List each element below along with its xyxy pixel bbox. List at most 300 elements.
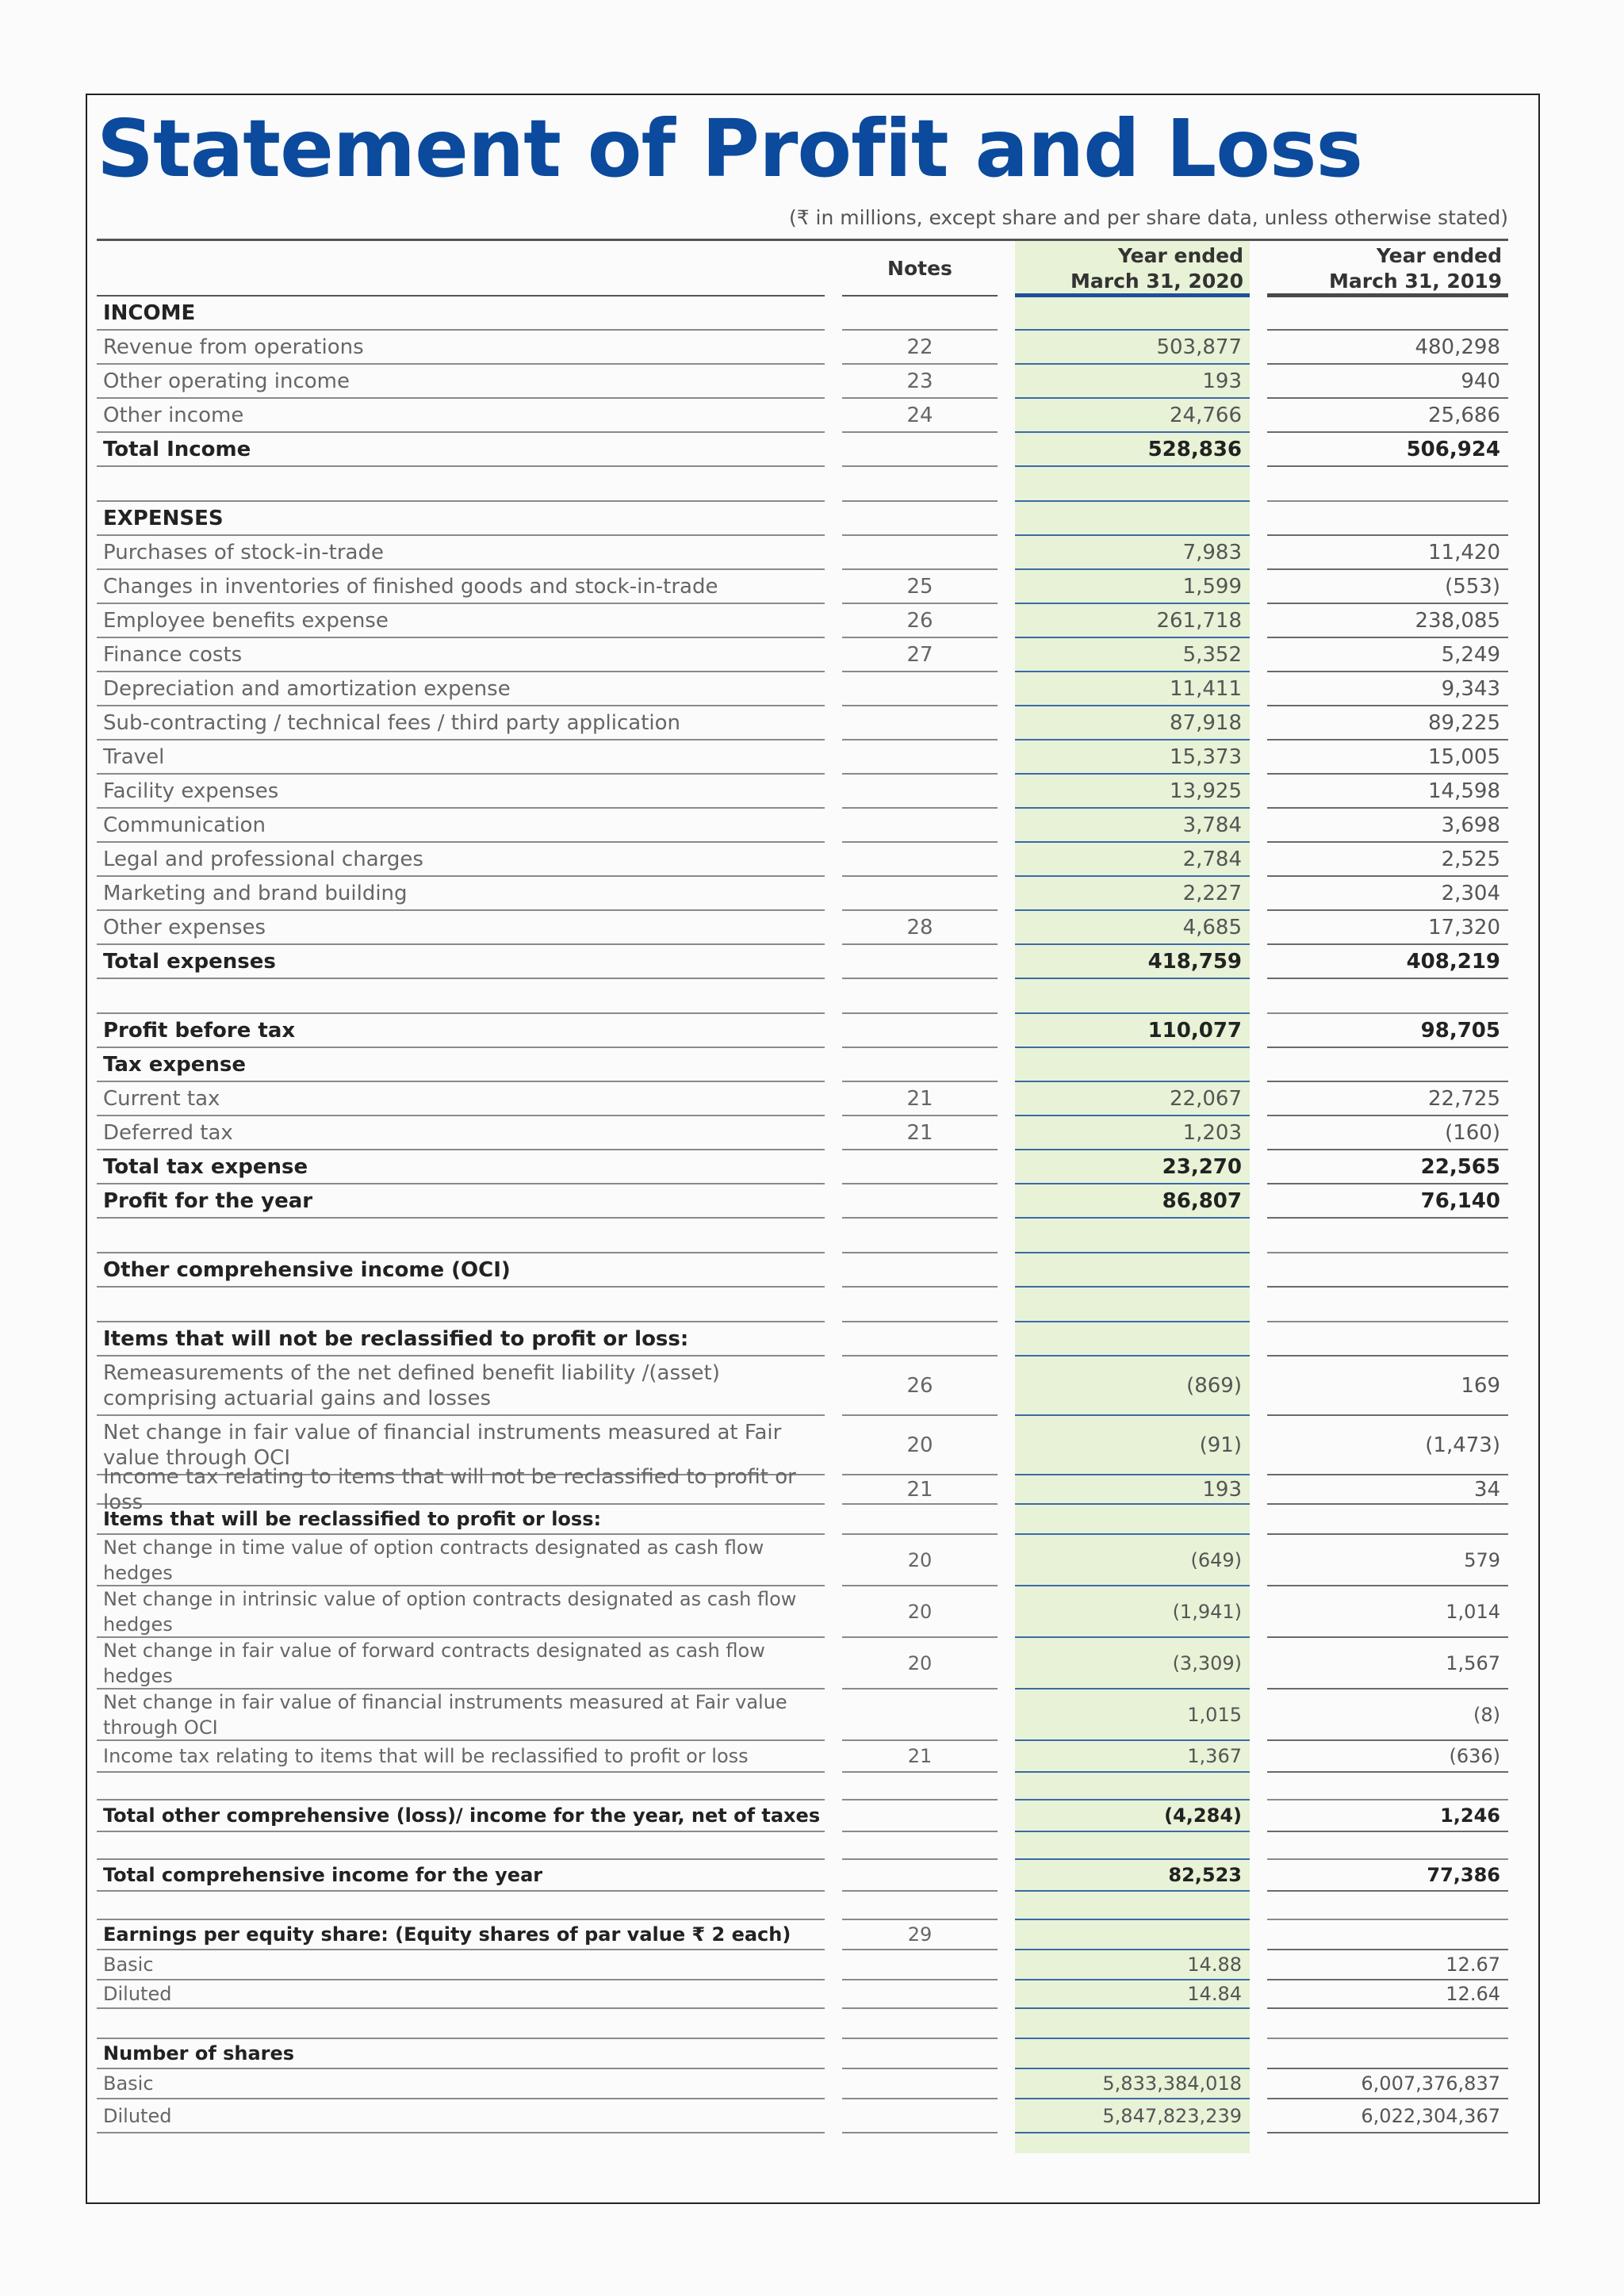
row-previous-value-text: 6,007,376,837	[1361, 2072, 1500, 2095]
row-note	[842, 2069, 998, 2099]
row-previous-value	[1267, 2009, 1508, 2039]
row-current-value-text: 1,367	[1187, 1745, 1242, 1767]
row-current-value	[1015, 365, 1250, 399]
row-note-text: 20	[907, 1600, 933, 1623]
row-label	[97, 1892, 825, 1920]
row-previous-value	[1267, 1535, 1508, 1586]
row-label	[97, 399, 825, 433]
row-current-value-text: 261,718	[1156, 608, 1242, 633]
row-note	[842, 911, 998, 945]
row-label	[97, 2069, 825, 2099]
row-current-value	[1015, 843, 1250, 877]
row-label-text: Net change in fair value of financial instruments measured at Fair value through OCI	[103, 1690, 787, 1739]
table-row	[97, 1253, 1508, 1288]
row-note-text: 29	[907, 1923, 933, 1946]
row-label	[97, 1219, 825, 1253]
table-row	[97, 2009, 1508, 2039]
table-row	[97, 1586, 1508, 1638]
row-previous-value	[1267, 536, 1508, 570]
row-current-value-text: (649)	[1190, 1548, 1242, 1571]
row-label	[97, 740, 825, 775]
row-previous-value-text: 17,320	[1428, 915, 1500, 939]
row-current-value	[1015, 1288, 1250, 1322]
page-title: Statement of Profit and Loss	[97, 102, 1363, 195]
row-previous-value-text: 22,565	[1420, 1154, 1500, 1179]
row-current-value	[1015, 297, 1250, 331]
row-note	[842, 1860, 998, 1892]
row-current-value	[1015, 1416, 1250, 1475]
row-previous-value	[1267, 467, 1508, 502]
row-previous-value-text: 506,924	[1406, 437, 1500, 461]
row-label-text: Items that will be reclassified to profit or loss:	[103, 1508, 602, 1530]
row-label	[97, 1184, 825, 1219]
row-previous-value	[1267, 1689, 1508, 1741]
previous-year-line2: March 31, 2019	[1329, 270, 1502, 293]
row-previous-value	[1267, 979, 1508, 1014]
row-current-value-text: 1,203	[1182, 1120, 1242, 1145]
row-current-value-text: 11,411	[1170, 676, 1242, 701]
row-previous-value	[1267, 570, 1508, 604]
row-label	[97, 1800, 825, 1832]
row-note	[842, 2009, 998, 2039]
row-note-text: 20	[907, 1548, 933, 1571]
row-current-value-text: 418,759	[1147, 949, 1242, 974]
row-note	[842, 672, 998, 706]
row-label-text: Total Income	[103, 437, 251, 461]
row-label-text: Legal and professional charges	[103, 847, 423, 871]
row-note	[842, 1800, 998, 1832]
row-label	[97, 1586, 825, 1638]
row-previous-value	[1267, 1416, 1508, 1475]
row-previous-value	[1267, 1253, 1508, 1288]
row-label	[97, 1082, 825, 1116]
current-year-line2: March 31, 2020	[1071, 270, 1243, 293]
row-note	[842, 638, 998, 672]
row-current-value-text: 15,373	[1170, 744, 1242, 769]
row-previous-value-text: 2,525	[1441, 847, 1500, 871]
row-note	[842, 570, 998, 604]
row-previous-value	[1267, 877, 1508, 911]
notes-header-label: Notes	[887, 257, 952, 280]
table-row	[97, 740, 1508, 775]
row-previous-value	[1267, 1638, 1508, 1689]
row-note	[842, 365, 998, 399]
row-previous-value	[1267, 775, 1508, 809]
row-note	[842, 1219, 998, 1253]
row-label	[97, 1689, 825, 1741]
row-previous-value-text: (160)	[1445, 1120, 1500, 1145]
row-previous-value	[1267, 1322, 1508, 1357]
row-current-value	[1015, 638, 1250, 672]
row-label	[97, 1773, 825, 1800]
row-label-text: Revenue from operations	[103, 335, 364, 359]
row-current-value-text: 24,766	[1170, 403, 1242, 427]
row-previous-value	[1267, 1800, 1508, 1832]
row-note	[842, 1535, 998, 1586]
row-note	[842, 843, 998, 877]
row-current-value	[1015, 1082, 1250, 1116]
row-previous-value	[1267, 1357, 1508, 1416]
row-label	[97, 1535, 825, 1586]
table-row	[97, 775, 1508, 809]
row-previous-value	[1267, 433, 1508, 467]
row-previous-value	[1267, 1048, 1508, 1082]
row-previous-value	[1267, 706, 1508, 740]
table-row	[97, 399, 1508, 433]
row-current-value	[1015, 1832, 1250, 1860]
row-note	[842, 1014, 998, 1048]
row-label	[97, 911, 825, 945]
row-label-text: Tax expense	[103, 1052, 247, 1077]
row-previous-value-text: 1,567	[1446, 1651, 1500, 1674]
row-current-value-text: 23,270	[1162, 1154, 1242, 1179]
row-label-text: Basic	[103, 1954, 154, 1976]
table-row	[97, 1014, 1508, 1048]
previous-year-line1: Year ended	[1376, 244, 1502, 267]
table-row	[97, 672, 1508, 706]
row-previous-value	[1267, 1586, 1508, 1638]
row-current-value	[1015, 1322, 1250, 1357]
row-label-text: Other operating income	[103, 369, 350, 393]
row-note	[842, 331, 998, 365]
row-note	[842, 1322, 998, 1357]
row-current-value	[1015, 1535, 1250, 1586]
table-row	[97, 1464, 1508, 1514]
table-row	[97, 1288, 1508, 1322]
row-label	[97, 877, 825, 911]
row-previous-value	[1267, 1741, 1508, 1773]
statement-table	[97, 297, 1508, 2133]
row-current-value	[1015, 604, 1250, 638]
row-previous-value	[1267, 1773, 1508, 1800]
row-label	[97, 1288, 825, 1322]
table-row	[97, 877, 1508, 911]
row-current-value	[1015, 467, 1250, 502]
previous-year-column-header	[1267, 241, 1508, 297]
row-note-text: 21	[906, 1120, 933, 1145]
row-previous-value-text: 480,298	[1415, 335, 1500, 359]
row-current-value	[1015, 1505, 1250, 1535]
row-current-value	[1015, 1586, 1250, 1638]
row-note-text: 24	[906, 403, 933, 427]
row-previous-value	[1267, 2039, 1508, 2069]
row-label	[97, 843, 825, 877]
row-label	[97, 1638, 825, 1689]
row-label	[97, 1464, 825, 1514]
row-label-text: Communication	[103, 813, 266, 837]
row-label	[97, 979, 825, 1014]
row-previous-value	[1267, 843, 1508, 877]
row-note	[842, 1950, 998, 1980]
row-label	[97, 604, 825, 638]
row-note	[842, 1253, 998, 1288]
row-previous-value	[1267, 1288, 1508, 1322]
row-previous-value	[1267, 1014, 1508, 1048]
row-current-value	[1015, 1980, 1250, 2009]
table-row	[97, 945, 1508, 979]
table-row	[97, 1892, 1508, 1920]
row-previous-value	[1267, 1219, 1508, 1253]
row-current-value	[1015, 570, 1250, 604]
row-label-text: Purchases of stock-in-trade	[103, 540, 384, 564]
row-label	[97, 1322, 825, 1357]
row-previous-value-text: 2,304	[1441, 881, 1500, 905]
row-previous-value-text: 89,225	[1428, 710, 1500, 735]
row-note-text: 20	[907, 1651, 933, 1674]
row-current-value	[1015, 536, 1250, 570]
row-note	[842, 297, 998, 331]
row-current-value-text: 1,599	[1182, 574, 1242, 599]
row-note	[842, 1832, 998, 1860]
row-current-value-text: (4,284)	[1164, 1804, 1242, 1827]
table-row	[97, 433, 1508, 467]
row-label	[97, 1741, 825, 1773]
row-current-value	[1015, 1357, 1250, 1416]
current-year-line1: Year ended	[1117, 244, 1243, 267]
row-label	[97, 1980, 825, 2009]
row-note	[842, 740, 998, 775]
row-note	[842, 1048, 998, 1082]
row-current-value-text: 13,925	[1170, 779, 1242, 803]
row-current-value-text: 14.84	[1187, 1983, 1242, 2005]
row-label	[97, 672, 825, 706]
table-row	[97, 297, 1508, 331]
row-label-text: Earnings per equity share: (Equity shares of par value ₹ 2 each)	[103, 1923, 791, 1946]
row-previous-value-text: 14,598	[1428, 779, 1500, 803]
row-label	[97, 638, 825, 672]
row-previous-value-text: 76,140	[1420, 1188, 1500, 1213]
table-row	[97, 1980, 1508, 2009]
row-label	[97, 775, 825, 809]
row-note	[842, 1416, 998, 1475]
row-previous-value-text: 6,022,304,367	[1361, 2104, 1500, 2127]
row-current-value-text: 503,877	[1156, 335, 1242, 359]
row-previous-value	[1267, 1475, 1508, 1505]
table-row	[97, 1505, 1508, 1535]
row-previous-value	[1267, 604, 1508, 638]
table-row	[97, 1773, 1508, 1800]
row-previous-value	[1267, 945, 1508, 979]
row-note	[842, 433, 998, 467]
row-label-text: Income tax relating to items that will be reclassified to profit or loss	[103, 1745, 749, 1767]
row-note	[842, 467, 998, 502]
row-previous-value	[1267, 1860, 1508, 1892]
row-previous-value-text: 98,705	[1420, 1018, 1500, 1043]
row-previous-value	[1267, 1980, 1508, 2009]
row-previous-value	[1267, 1892, 1508, 1920]
row-label-text: Other expenses	[103, 915, 266, 939]
row-previous-value	[1267, 1920, 1508, 1950]
row-current-value-text: (91)	[1199, 1433, 1242, 1457]
row-current-value	[1015, 1860, 1250, 1892]
row-previous-value	[1267, 502, 1508, 536]
row-current-value	[1015, 399, 1250, 433]
row-current-value	[1015, 433, 1250, 467]
row-label-text: Current tax	[103, 1086, 220, 1111]
row-current-value	[1015, 1048, 1250, 1082]
table-row	[97, 1638, 1508, 1689]
row-previous-value	[1267, 1150, 1508, 1184]
row-previous-value	[1267, 1082, 1508, 1116]
row-previous-value-text: 9,343	[1441, 676, 1500, 701]
table-row	[97, 1860, 1508, 1892]
row-label-text: Deferred tax	[103, 1120, 233, 1145]
row-current-value-text: 5,833,384,018	[1102, 2072, 1242, 2095]
row-current-value-text: 86,807	[1162, 1188, 1242, 1213]
row-note	[842, 1082, 998, 1116]
row-label-text: Changes in inventories of finished goods and stock-in-trade	[103, 574, 718, 599]
row-current-value-text: 1,015	[1187, 1703, 1242, 1726]
table-row	[97, 604, 1508, 638]
row-label-text: Net change in fair value of financial instruments measured at Fair value through OCI	[103, 1420, 782, 1470]
row-note	[842, 979, 998, 1014]
row-current-value-text: (3,309)	[1172, 1651, 1242, 1674]
row-label-text: Profit for the year	[103, 1188, 313, 1213]
row-note	[842, 1980, 998, 2009]
table-row	[97, 365, 1508, 399]
table-row	[97, 467, 1508, 502]
row-label	[97, 433, 825, 467]
row-label-text: Travel	[103, 744, 165, 769]
row-label-text: Depreciation and amortization expense	[103, 676, 511, 701]
row-current-value	[1015, 1741, 1250, 1773]
row-previous-value-text: 1,246	[1440, 1804, 1500, 1827]
table-row	[97, 1535, 1508, 1586]
row-note	[842, 706, 998, 740]
table-row	[97, 331, 1508, 365]
row-current-value	[1015, 1116, 1250, 1150]
row-note	[842, 1475, 998, 1505]
row-label	[97, 297, 825, 331]
row-previous-value	[1267, 2099, 1508, 2133]
row-current-value-text: 5,847,823,239	[1102, 2104, 1242, 2127]
row-current-value-text: 7,983	[1182, 540, 1242, 564]
row-label	[97, 1014, 825, 1048]
units-note: (₹ in millions, except share and per share data, unless otherwise stated)	[788, 206, 1508, 229]
row-previous-value-text: 238,085	[1415, 608, 1500, 633]
row-previous-value-text: 34	[1473, 1477, 1500, 1502]
row-note	[842, 809, 998, 843]
table-row	[97, 1150, 1508, 1184]
row-current-value	[1015, 1184, 1250, 1219]
row-current-value	[1015, 775, 1250, 809]
row-label	[97, 1357, 825, 1416]
row-previous-value	[1267, 399, 1508, 433]
row-label	[97, 1920, 825, 1950]
row-label-text: Net change in intrinsic value of option contracts designated as cash flow hedges	[103, 1587, 797, 1636]
row-current-value	[1015, 877, 1250, 911]
row-label-text: Remeasurements of the net defined benefit liability /(asset) comprising actuarial gains and losses	[103, 1360, 720, 1410]
row-previous-value-text: 5,249	[1441, 642, 1500, 667]
row-note	[842, 1920, 998, 1950]
row-previous-value-text: 3,698	[1441, 813, 1500, 837]
row-label-text: Diluted	[103, 2104, 172, 2127]
table-row	[97, 1741, 1508, 1773]
row-note-text: 21	[906, 1086, 933, 1111]
row-note	[842, 2039, 998, 2069]
row-previous-value	[1267, 638, 1508, 672]
row-label-text: Sub-contracting / technical fees / third party application	[103, 710, 680, 735]
row-current-value	[1015, 1150, 1250, 1184]
row-label	[97, 2009, 825, 2039]
row-label-text: Number of shares	[103, 2042, 295, 2064]
row-previous-value	[1267, 331, 1508, 365]
row-current-value	[1015, 740, 1250, 775]
row-previous-value-text: 940	[1461, 369, 1500, 393]
row-current-value	[1015, 1892, 1250, 1920]
row-current-value	[1015, 1014, 1250, 1048]
row-previous-value-text: 15,005	[1428, 744, 1500, 769]
row-previous-value-text: (1,473)	[1425, 1433, 1500, 1457]
row-current-value-text: 528,836	[1147, 437, 1242, 461]
row-current-value-text: (869)	[1186, 1373, 1242, 1398]
row-note	[842, 502, 998, 536]
row-current-value-text: 3,784	[1182, 813, 1242, 837]
row-note-text: 26	[906, 1373, 933, 1398]
row-previous-value	[1267, 1184, 1508, 1219]
row-current-value	[1015, 2009, 1250, 2039]
row-current-value	[1015, 1920, 1250, 1950]
row-label-text: INCOME	[103, 300, 196, 325]
table-row	[97, 979, 1508, 1014]
row-label-text: Profit before tax	[103, 1018, 296, 1043]
current-year-column-header	[1015, 241, 1250, 297]
row-current-value-text: 82,523	[1168, 1864, 1242, 1886]
row-note	[842, 1505, 998, 1535]
row-label	[97, 1048, 825, 1082]
row-previous-value	[1267, 809, 1508, 843]
row-label	[97, 706, 825, 740]
row-note-text: 21	[907, 1745, 933, 1767]
table-row	[97, 1950, 1508, 1980]
row-note-text: 27	[906, 642, 933, 667]
row-note-text: 20	[906, 1433, 933, 1457]
row-note	[842, 945, 998, 979]
row-note	[842, 1892, 998, 1920]
row-current-value	[1015, 1800, 1250, 1832]
row-current-value-text: 4,685	[1182, 915, 1242, 939]
row-previous-value	[1267, 1116, 1508, 1150]
row-label-text: Employee benefits expense	[103, 608, 389, 633]
row-current-value-text: 22,067	[1170, 1086, 1242, 1111]
table-row	[97, 638, 1508, 672]
row-current-value	[1015, 1219, 1250, 1253]
row-label-text: Income tax relating to items that will not be reclassified to profit or loss	[103, 1464, 796, 1514]
row-label	[97, 331, 825, 365]
row-current-value	[1015, 2039, 1250, 2069]
row-previous-value-text: (636)	[1449, 1745, 1500, 1767]
row-current-value	[1015, 809, 1250, 843]
row-note-text: 22	[906, 335, 933, 359]
row-note-text: 21	[906, 1477, 933, 1502]
row-note	[842, 604, 998, 638]
row-label	[97, 2039, 825, 2069]
table-row	[97, 843, 1508, 877]
row-current-value	[1015, 706, 1250, 740]
row-note	[842, 1357, 998, 1416]
row-previous-value-text: (553)	[1445, 574, 1500, 599]
row-current-value	[1015, 672, 1250, 706]
row-label	[97, 945, 825, 979]
row-current-value	[1015, 1950, 1250, 1980]
row-label-text: Marketing and brand building	[103, 881, 408, 905]
row-label-text: Items that will not be reclassified to profit or loss:	[103, 1326, 689, 1351]
row-label	[97, 502, 825, 536]
notes-column-header	[842, 241, 998, 297]
row-label	[97, 1150, 825, 1184]
row-current-value	[1015, 2069, 1250, 2099]
row-note	[842, 1741, 998, 1773]
